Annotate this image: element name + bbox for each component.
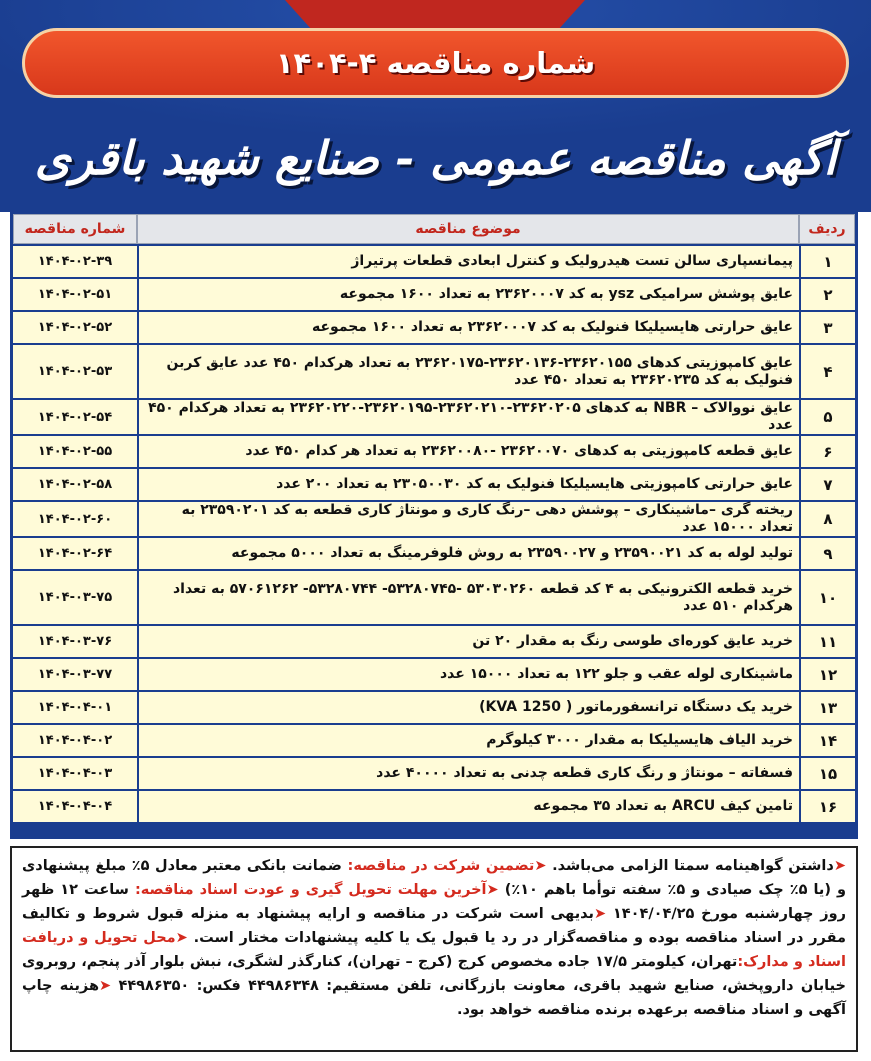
table-row [13,436,855,467]
table-header-row [13,214,855,244]
tender-table [13,212,855,824]
row-index: ۱۱ [799,626,855,657]
row-subject: ماشینکاری لوله عقب و جلو ۱۲۲ به تعداد ۱۵۰۰۰ عدد [137,659,799,690]
row-tender-number: ۱۴۰۴-۰۴-۰۲ [13,725,137,756]
row-index: ۱۴ [799,725,855,756]
row-tender-number: ۱۴۰۴-۰۳-۷۶ [13,626,137,657]
row-index: ۳ [799,312,855,343]
condition-address-label: محل تحویل و دریافت اسناد و مدارک: [22,930,847,970]
row-tender-number: ۱۴۰۴-۰۲-۶۴ [13,538,137,569]
conditions-box [10,846,858,1052]
column-header-number: شماره مناقصه [13,214,137,244]
table-row [13,692,855,723]
notice-title: آگهی مناقصه عمومی - صنایع شهید باقری [34,131,837,185]
row-tender-number: ۱۴۰۴-۰۴-۰۱ [13,692,137,723]
bullet-icon: ➤ [534,858,547,874]
row-tender-number: ۱۴۰۴-۰۴-۰۴ [13,791,137,822]
condition-acceptance: بدیهی است شرکت در مناقصه و ارایه پیشنهاد به منزله قبول شروط و تکالیف مقرر در اسناد مناقصه بوده و مناقصه‌گزار در رد یا قبول یک یا کلیه پیشنهادات مختار است. [22,906,846,946]
conditions-text [22,854,846,1022]
row-index: ۷ [799,469,855,500]
row-index: ۱۲ [799,659,855,690]
row-tender-number: ۱۴۰۴-۰۳-۷۵ [13,571,137,624]
bullet-icon: ➤ [486,882,499,898]
table-row [13,279,855,310]
table-row [13,758,855,789]
row-index: ۱۰ [799,571,855,624]
condition-certificate: داشتن گواهینامه سمتا الزامی می‌باشد. [552,858,834,874]
row-subject: فسفاته – مونتاژ و رنگ کاری قطعه چدنی به تعداد ۴۰۰۰۰ عدد [137,758,799,789]
row-index: ۲ [799,279,855,310]
row-tender-number: ۱۴۰۴-۰۲-۵۱ [13,279,137,310]
row-tender-number: ۱۴۰۴-۰۲-۵۴ [13,400,137,434]
bullet-icon: ➤ [833,858,847,874]
row-subject: خرید یک دستگاه ترانسفورماتور ( 1250 KVA) [137,692,799,723]
table-row [13,791,855,822]
table-row [13,469,855,500]
row-subject: تولید لوله به کد ۲۳۵۹۰۰۲۱ و ۲۳۵۹۰۰۲۷ به روش فلوفرمینگ به تعداد ۵۰۰۰ مجموعه [137,538,799,569]
row-tender-number: ۱۴۰۴-۰۲-۳۹ [13,246,137,277]
table-row [13,502,855,536]
table-row [13,400,855,434]
row-subject: عایق حرارتی هایسیلیکا فنولیک به کد ۲۳۶۲۰۰۰۷ به تعداد ۱۶۰۰ مجموعه [137,312,799,343]
condition-guarantee-label: تضمین شرکت در مناقصه: [347,858,535,874]
column-header-subject: موضوع مناقصه [137,214,799,244]
row-subject: تامین کیف ARCU به تعداد ۳۵ مجموعه [137,791,799,822]
row-index: ۸ [799,502,855,536]
table-row [13,725,855,756]
table-row [13,571,855,624]
row-subject: خرید الیاف هایسیلیکا به مقدار ۳۰۰۰ کیلوگرم [137,725,799,756]
table-row [13,538,855,569]
condition-deadline-label: آخرین مهلت تحویل گیری و عودت اسناد مناقصه: [134,882,487,898]
row-tender-number: ۱۴۰۴-۰۲-۵۲ [13,312,137,343]
bullet-icon: ➤ [175,930,188,946]
row-index: ۶ [799,436,855,467]
header-banner [0,0,871,212]
row-subject: خرید عایق کوره‌ای طوسی رنگ به مقدار ۲۰ تن [137,626,799,657]
tender-table-container [10,212,858,839]
row-subject: عایق حرارتی کامپوزیتی هایسیلیکا فنولیک به کد ۲۳۰۵۰۰۳۰ به تعداد ۲۰۰ عدد [137,469,799,500]
row-subject: عایق کامپوزیتی کدهای ۲۳۶۲۰۱۵۵-۲۳۶۲۰۱۳۶-۲۳۶۲۰۱۷۵ به تعداد هرکدام ۴۵۰ عدد عایق کربن فنولیک به کد ۲۳۶۲۰۲۳۵ به تعداد ۴۵۰ عدد [137,345,799,398]
condition-address: تهران، کیلومتر ۱۷/۵ جاده مخصوص کرج (کرج – تهران)، کنارگذر لشگری، نبش بلوار آذر پنجم، روبروی خیابان داروپخش، صنایع شهید باقری، معاونت بازرگانی، تلفن مستقیم: ۴۴۹۸۶۳۴۸ فکس: ۴۴۹۸۶۳۵۰ [22,954,846,994]
row-tender-number: ۱۴۰۴-۰۲-۵۳ [13,345,137,398]
row-tender-number: ۱۴۰۴-۰۳-۷۷ [13,659,137,690]
row-subject: پیمانسپاری سالن تست هیدرولیک و کنترل ابعادی قطعات پرتیراژ [137,246,799,277]
row-index: ۵ [799,400,855,434]
row-subject: ریخته گری –ماشینکاری – پوشش دهی –رنگ کاری و مونتاژ کاری قطعه به کد ۲۳۵۹۰۲۰۱ به تعداد ۱۵۰۰۰ عدد [137,502,799,536]
table-row [13,312,855,343]
row-subject: عایق نووالاک – NBR به کدهای ۲۳۶۲۰۲۰۵-۲۳۶۲۰۲۱۰-۲۳۶۲۰۱۹۵-۲۳۶۲۰۲۲۰ به تعداد هرکدام ۴۵۰ عدد [137,400,799,434]
table-row [13,246,855,277]
notice-title-area [0,106,871,210]
tender-number-banner [22,28,849,98]
row-index: ۱۵ [799,758,855,789]
row-subject: خرید قطعه الکترونیکی به ۴ کد قطعه ۵۳۰۳۰۲۶۰ -۵۳۲۸۰۷۴۵- ۵۳۲۸۰۷۴۴- ۵۷۰۶۱۲۶۲ به تعداد هرکدام ۵۱۰ عدد [137,571,799,624]
row-tender-number: ۱۴۰۴-۰۲-۶۰ [13,502,137,536]
table-row [13,659,855,690]
condition-fee: هزینه چاپ آگهی و اسناد مناقصه برعهده برنده مناقصه خواهد بود. [22,978,846,1018]
bullet-icon: ➤ [593,906,607,922]
column-header-index: ردیف [799,214,855,244]
condition-guarantee: ضمانت بانکی معتبر معادل ۵٪ مبلغ پیشنهادی و (یا ۵٪ چک صیادی و ۵٪ سفته توأما باهم ۱۰٪) [22,858,846,898]
row-index: ۴ [799,345,855,398]
row-tender-number: ۱۴۰۴-۰۲-۵۸ [13,469,137,500]
table-row [13,345,855,398]
row-index: ۹ [799,538,855,569]
row-index: ۱۳ [799,692,855,723]
tender-number-label: شماره مناقصه ۴-۱۴۰۴ [275,46,596,80]
bullet-icon: ➤ [99,978,112,994]
row-index: ۱۶ [799,791,855,822]
row-tender-number: ۱۴۰۴-۰۲-۵۵ [13,436,137,467]
table-row [13,626,855,657]
row-index: ۱ [799,246,855,277]
row-tender-number: ۱۴۰۴-۰۴-۰۳ [13,758,137,789]
row-subject: عایق پوشش سرامیکی ysz به کد ۲۳۶۲۰۰۰۷ به تعداد ۱۶۰۰ مجموعه [137,279,799,310]
condition-deadline: ساعت ۱۲ ظهر روز چهارشنبه مورخ ۱۴۰۴/۰۴/۲۵ [22,882,846,922]
row-subject: عایق قطعه کامپوزیتی به کدهای ۲۳۶۲۰۰۷۰ -۲۳۶۲۰۰۸۰ به تعداد هر کدام ۴۵۰ عدد [137,436,799,467]
